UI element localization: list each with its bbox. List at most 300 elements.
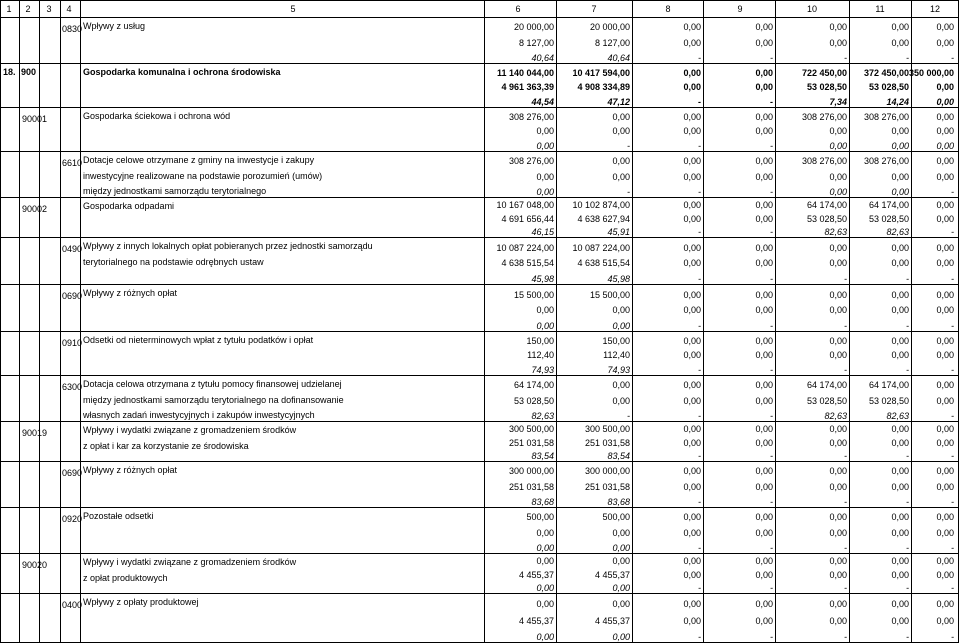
value-cell: 82,63: [824, 227, 847, 237]
value-cell: 0,00: [829, 437, 847, 448]
grid-hline: [0, 461, 959, 462]
value-cell: -: [627, 187, 630, 197]
grid-vline: [556, 0, 557, 643]
grid-hline: [0, 0, 959, 1]
value-cell: 83,54: [531, 451, 554, 461]
value-cell: 0,00: [683, 395, 701, 406]
value-cell: 64 174,00: [513, 380, 554, 391]
value-cell: 0,00: [936, 213, 954, 224]
value-cell: 0,00: [936, 437, 954, 448]
value-cell: -: [770, 451, 773, 461]
value-cell: 0,00: [536, 141, 554, 151]
value-cell: -: [698, 53, 701, 63]
value-cell: 0,00: [536, 171, 554, 182]
value-cell: 0,00: [755, 22, 773, 33]
value-cell: -: [698, 543, 701, 553]
value-cell: 0,00: [612, 599, 630, 610]
value-cell: 0,00: [936, 350, 954, 361]
value-cell: 0,00: [829, 126, 847, 137]
value-cell: -: [770, 632, 773, 642]
value-cell: 0,00: [936, 380, 954, 391]
value-cell: 14,24: [886, 97, 909, 107]
value-cell: -: [698, 227, 701, 237]
value-cell: 0,00: [755, 615, 773, 626]
item-description: Wpływy z usług: [83, 21, 146, 31]
value-cell: 150,00: [602, 335, 630, 346]
grid-hline: [0, 507, 959, 508]
value-cell: -: [951, 227, 954, 237]
value-cell: 0,00: [536, 527, 554, 538]
value-cell: -: [698, 411, 701, 421]
value-cell: 0,00: [683, 156, 701, 167]
value-cell: 53 028,50: [868, 82, 909, 93]
column-header-row: [0, 0, 959, 18]
value-cell: -: [698, 632, 701, 642]
value-cell: -: [951, 543, 954, 553]
value-cell: 0,00: [683, 111, 701, 122]
value-cell: 0,00: [936, 466, 954, 477]
value-cell: 0,00: [936, 82, 954, 93]
value-cell: -: [770, 411, 773, 421]
value-cell: 10 167 048,00: [496, 200, 554, 211]
grid-hline: [0, 237, 959, 238]
value-cell: 0,00: [683, 350, 701, 361]
value-cell: -: [844, 451, 847, 461]
value-cell: 372 450,00: [863, 67, 909, 78]
value-cell: 74,93: [531, 365, 554, 375]
grid-vline: [849, 0, 850, 643]
value-cell: 0,00: [683, 22, 701, 33]
value-cell: 150,00: [526, 335, 554, 346]
value-cell: 82,63: [886, 411, 909, 421]
value-cell: -: [698, 274, 701, 284]
value-cell: 350 000,00: [908, 67, 954, 78]
value-cell: 0,00: [755, 126, 773, 137]
value-cell: -: [951, 451, 954, 461]
value-cell: -: [770, 97, 773, 107]
value-cell: 0,00: [755, 213, 773, 224]
value-cell: 0,00: [829, 556, 847, 567]
value-cell: -: [770, 583, 773, 593]
classification-code: 0400: [62, 600, 83, 610]
value-cell: 0,00: [891, 512, 909, 523]
value-cell: 45,98: [531, 274, 554, 284]
column-header-4: 4: [66, 4, 72, 14]
value-cell: 0,00: [936, 200, 954, 211]
value-cell: -: [906, 321, 909, 331]
value-cell: 0,00: [755, 156, 773, 167]
item-description-line2: z opłat i kar za korzystanie ze środowiska: [83, 441, 249, 451]
value-cell: 0,00: [829, 305, 847, 316]
classification-code: 90001: [22, 114, 48, 124]
value-cell: -: [770, 274, 773, 284]
value-cell: -: [770, 53, 773, 63]
value-cell: 0,00: [755, 200, 773, 211]
column-header-5: 5: [290, 4, 296, 14]
value-cell: 0,00: [829, 615, 847, 626]
column-header-8: 8: [665, 4, 671, 14]
value-cell: 308 276,00: [801, 111, 847, 122]
value-cell: 0,00: [612, 321, 630, 331]
value-cell: 15 500,00: [513, 289, 554, 300]
value-cell: -: [698, 97, 701, 107]
value-cell: 0,00: [755, 258, 773, 269]
value-cell: 45,98: [607, 274, 630, 284]
grid-vline: [632, 0, 633, 643]
grid-vline: [703, 0, 704, 643]
value-cell: 0,00: [936, 615, 954, 626]
value-cell: -: [770, 497, 773, 507]
value-cell: -: [951, 632, 954, 642]
value-cell: 0,00: [755, 289, 773, 300]
value-cell: 47,12: [607, 97, 630, 107]
value-cell: 0,00: [936, 22, 954, 33]
value-cell: 0,00: [891, 527, 909, 538]
value-cell: 64 174,00: [868, 380, 909, 391]
value-cell: 0,00: [683, 289, 701, 300]
value-cell: 0,00: [683, 380, 701, 391]
value-cell: 0,00: [891, 187, 909, 197]
value-cell: 0,00: [891, 481, 909, 492]
value-cell: 0,00: [536, 543, 554, 553]
column-header-12: 12: [929, 4, 940, 14]
value-cell: 0,00: [936, 599, 954, 610]
value-cell: -: [844, 274, 847, 284]
value-cell: 0,00: [612, 126, 630, 137]
value-cell: 74,93: [607, 365, 630, 375]
value-cell: 0,00: [536, 126, 554, 137]
value-cell: 0,00: [829, 171, 847, 182]
value-cell: 0,00: [891, 466, 909, 477]
item-description: Dotacje celowe otrzymane z gminy na inwestycje i zakupy: [83, 155, 315, 165]
value-cell: 20 000,00: [513, 22, 554, 33]
value-cell: 0,00: [891, 599, 909, 610]
value-cell: -: [627, 411, 630, 421]
value-cell: 0,00: [936, 527, 954, 538]
value-cell: -: [951, 497, 954, 507]
value-cell: 0,00: [683, 424, 701, 435]
value-cell: 20 000,00: [589, 22, 630, 33]
item-description-line3: między jednostkami samorządu terytorialnego: [83, 186, 267, 196]
value-cell: -: [698, 141, 701, 151]
section-number: 18.: [3, 67, 16, 77]
grid-hline: [0, 63, 959, 64]
value-cell: 0,00: [891, 437, 909, 448]
item-description: Gospodarka ściekowa i ochrona wód: [83, 111, 231, 121]
value-cell: 0,00: [612, 556, 630, 567]
value-cell: 0,00: [936, 141, 954, 151]
value-cell: 0,00: [683, 569, 701, 580]
item-description: Odsetki od nieterminowych wpłat z tytułu podatków i opłat: [83, 335, 314, 345]
grid-vline: [80, 0, 81, 643]
grid-hline: [0, 375, 959, 376]
value-cell: 0,00: [829, 187, 847, 197]
value-cell: 0,00: [891, 556, 909, 567]
value-cell: 0,00: [755, 424, 773, 435]
value-cell: 0,00: [755, 37, 773, 48]
value-cell: -: [951, 274, 954, 284]
value-cell: -: [906, 451, 909, 461]
value-cell: 0,00: [755, 512, 773, 523]
grid-vline: [775, 0, 776, 643]
value-cell: 0,00: [829, 22, 847, 33]
item-description: Wpływy i wydatki związane z gromadzeniem środków: [83, 557, 297, 567]
grid-hline: [0, 331, 959, 332]
grid-hline: [0, 284, 959, 285]
value-cell: 0,00: [612, 156, 630, 167]
value-cell: 53 028,50: [868, 395, 909, 406]
classification-code: 90002: [22, 204, 48, 214]
value-cell: 0,00: [683, 258, 701, 269]
value-cell: 0,00: [891, 424, 909, 435]
value-cell: 251 031,58: [508, 437, 554, 448]
value-cell: 0,00: [755, 556, 773, 567]
value-cell: 0,00: [829, 258, 847, 269]
value-cell: 112,40: [527, 350, 554, 361]
value-cell: 0,00: [829, 335, 847, 346]
value-cell: 0,00: [891, 305, 909, 316]
value-cell: 0,00: [936, 424, 954, 435]
value-cell: -: [906, 274, 909, 284]
value-cell: 4 638 627,94: [577, 213, 630, 224]
item-description: Wpływy z różnych opłat: [83, 288, 178, 298]
grid-hline: [0, 593, 959, 594]
value-cell: -: [698, 321, 701, 331]
value-cell: 0,00: [936, 258, 954, 269]
value-cell: -: [698, 497, 701, 507]
value-cell: 0,00: [612, 527, 630, 538]
value-cell: 0,00: [936, 111, 954, 122]
value-cell: 0,00: [891, 350, 909, 361]
value-cell: -: [844, 583, 847, 593]
value-cell: -: [698, 365, 701, 375]
value-cell: 0,00: [936, 305, 954, 316]
value-cell: -: [951, 365, 954, 375]
column-header-1: 1: [6, 4, 12, 14]
classification-code: 90020: [22, 560, 48, 570]
value-cell: 0,00: [936, 97, 954, 107]
value-cell: 0,00: [612, 305, 630, 316]
value-cell: 8 127,00: [594, 37, 630, 48]
value-cell: 251 031,58: [508, 481, 554, 492]
item-description-line2: z opłat produktowych: [83, 573, 168, 583]
value-cell: 8 127,00: [518, 37, 554, 48]
item-description: Pozostałe odsetki: [83, 511, 154, 521]
classification-code: 0690: [62, 468, 83, 478]
value-cell: 0,00: [683, 200, 701, 211]
value-cell: -: [770, 321, 773, 331]
value-cell: 4 455,37: [518, 569, 554, 580]
column-header-6: 6: [515, 4, 521, 14]
grid-hline: [0, 107, 959, 108]
value-cell: 0,00: [829, 37, 847, 48]
value-cell: 0,00: [683, 37, 701, 48]
value-cell: 0,00: [936, 481, 954, 492]
value-cell: 0,00: [829, 141, 847, 151]
value-cell: 4 455,37: [594, 615, 630, 626]
value-cell: 300 000,00: [584, 466, 630, 477]
value-cell: 0,00: [683, 213, 701, 224]
value-cell: 0,00: [683, 305, 701, 316]
item-description-line2: między jednostkami samorządu terytorialnego na dofinansowanie: [83, 395, 344, 405]
value-cell: 308 276,00: [801, 156, 847, 167]
value-cell: 0,00: [891, 126, 909, 137]
value-cell: -: [627, 141, 630, 151]
value-cell: 64 174,00: [806, 380, 847, 391]
item-description: Wpływy z opłaty produktowej: [83, 597, 199, 607]
value-cell: 0,00: [683, 481, 701, 492]
value-cell: 0,00: [936, 37, 954, 48]
value-cell: 64 174,00: [868, 200, 909, 211]
value-cell: 300 500,00: [584, 424, 630, 435]
classification-code: 0920: [62, 514, 83, 524]
value-cell: 0,00: [755, 242, 773, 253]
value-cell: 10 087 224,00: [496, 242, 554, 253]
value-cell: 0,00: [829, 424, 847, 435]
value-cell: 0,00: [755, 82, 773, 93]
item-description: Gospodarka odpadami: [83, 201, 175, 211]
value-cell: 0,00: [891, 335, 909, 346]
column-header-7: 7: [591, 4, 597, 14]
item-description: Wpływy z różnych opłat: [83, 465, 178, 475]
classification-code: 90019: [22, 428, 48, 438]
value-cell: 0,00: [612, 171, 630, 182]
value-cell: 53 028,50: [806, 395, 847, 406]
value-cell: 0,00: [683, 82, 701, 93]
item-description: Wpływy i wydatki związane z gromadzeniem środków: [83, 425, 297, 435]
value-cell: 308 276,00: [508, 156, 554, 167]
value-cell: 0,00: [683, 556, 701, 567]
value-cell: 0,00: [936, 156, 954, 167]
value-cell: 0,00: [936, 569, 954, 580]
value-cell: 11 140 044,00: [496, 67, 554, 78]
column-header-2: 2: [25, 4, 31, 14]
value-cell: 0,00: [936, 171, 954, 182]
value-cell: 0,00: [829, 481, 847, 492]
value-cell: 251 031,58: [584, 437, 630, 448]
value-cell: 0,00: [755, 67, 773, 78]
grid-hline: [0, 421, 959, 422]
value-cell: 0,00: [536, 599, 554, 610]
value-cell: 10 417 594,00: [572, 67, 630, 78]
value-cell: -: [844, 365, 847, 375]
value-cell: -: [698, 451, 701, 461]
value-cell: -: [906, 497, 909, 507]
value-cell: 300 000,00: [508, 466, 554, 477]
value-cell: -: [698, 187, 701, 197]
value-cell: 0,00: [891, 22, 909, 33]
classification-code: 0910: [62, 338, 83, 348]
value-cell: 300 500,00: [508, 424, 554, 435]
value-cell: 4 638 515,54: [577, 258, 630, 269]
value-cell: 53 028,50: [868, 213, 909, 224]
value-cell: 0,00: [612, 543, 630, 553]
grid-vline: [39, 0, 40, 643]
value-cell: 45,91: [607, 227, 630, 237]
value-cell: 0,00: [755, 350, 773, 361]
value-cell: 10 087 224,00: [572, 242, 630, 253]
value-cell: -: [906, 583, 909, 593]
value-cell: 0,00: [936, 556, 954, 567]
value-cell: 0,00: [891, 37, 909, 48]
item-description: Dotacja celowa otrzymana z tytułu pomocy finansowej udzielanej: [83, 379, 342, 389]
grid-vline: [911, 0, 912, 643]
value-cell: 0,00: [755, 305, 773, 316]
value-cell: 0,00: [612, 380, 630, 391]
value-cell: 0,00: [891, 615, 909, 626]
value-cell: -: [951, 53, 954, 63]
value-cell: 0,00: [829, 289, 847, 300]
value-cell: -: [906, 543, 909, 553]
value-cell: 0,00: [755, 437, 773, 448]
value-cell: 0,00: [683, 335, 701, 346]
classification-code: 0830: [62, 24, 83, 34]
value-cell: 0,00: [683, 615, 701, 626]
value-cell: -: [906, 53, 909, 63]
item-description: Gospodarka komunalna i ochrona środowiska: [83, 67, 281, 77]
value-cell: 0,00: [612, 111, 630, 122]
value-cell: 4 691 656,44: [501, 213, 554, 224]
value-cell: 53 028,50: [513, 395, 554, 406]
value-cell: 7,34: [829, 97, 847, 107]
value-cell: 0,00: [936, 289, 954, 300]
value-cell: -: [844, 497, 847, 507]
value-cell: 0,00: [755, 335, 773, 346]
value-cell: 4 908 334,89: [577, 82, 630, 93]
value-cell: 0,00: [755, 569, 773, 580]
grid-hline: [0, 17, 959, 18]
value-cell: 15 500,00: [589, 289, 630, 300]
value-cell: -: [844, 632, 847, 642]
value-cell: 0,00: [536, 321, 554, 331]
value-cell: 0,00: [829, 599, 847, 610]
grid-hline: [0, 151, 959, 152]
grid-vline: [60, 0, 61, 643]
value-cell: 0,00: [683, 466, 701, 477]
column-header-9: 9: [737, 4, 743, 14]
value-cell: 0,00: [829, 527, 847, 538]
value-cell: 0,00: [829, 569, 847, 580]
column-header-10: 10: [806, 4, 817, 14]
value-cell: 10 102 874,00: [572, 200, 630, 211]
item-description-line3: własnych zadań inwestycyjnych i zakupów inwestycyjnych: [83, 410, 315, 420]
grid-vline: [484, 0, 485, 643]
value-cell: 4 961 363,39: [501, 82, 554, 93]
column-header-3: 3: [46, 4, 52, 14]
value-cell: -: [770, 365, 773, 375]
item-description: Wpływy z innych lokalnych opłat pobieranych przez jednostki samorządu: [83, 241, 373, 251]
value-cell: 0,00: [755, 466, 773, 477]
value-cell: -: [951, 187, 954, 197]
section-code: 900: [21, 67, 37, 77]
column-header-11: 11: [875, 4, 885, 14]
value-cell: 0,00: [891, 569, 909, 580]
grid-vline: [0, 0, 1, 643]
value-cell: 0,00: [683, 171, 701, 182]
value-cell: 0,00: [683, 67, 701, 78]
value-cell: -: [770, 187, 773, 197]
value-cell: 0,00: [891, 242, 909, 253]
value-cell: 0,00: [936, 335, 954, 346]
value-cell: 83,54: [607, 451, 630, 461]
value-cell: 0,00: [536, 187, 554, 197]
value-cell: 4 455,37: [594, 569, 630, 580]
value-cell: 0,00: [829, 350, 847, 361]
value-cell: 0,00: [829, 512, 847, 523]
value-cell: 0,00: [755, 481, 773, 492]
value-cell: -: [844, 543, 847, 553]
value-cell: 0,00: [683, 512, 701, 523]
